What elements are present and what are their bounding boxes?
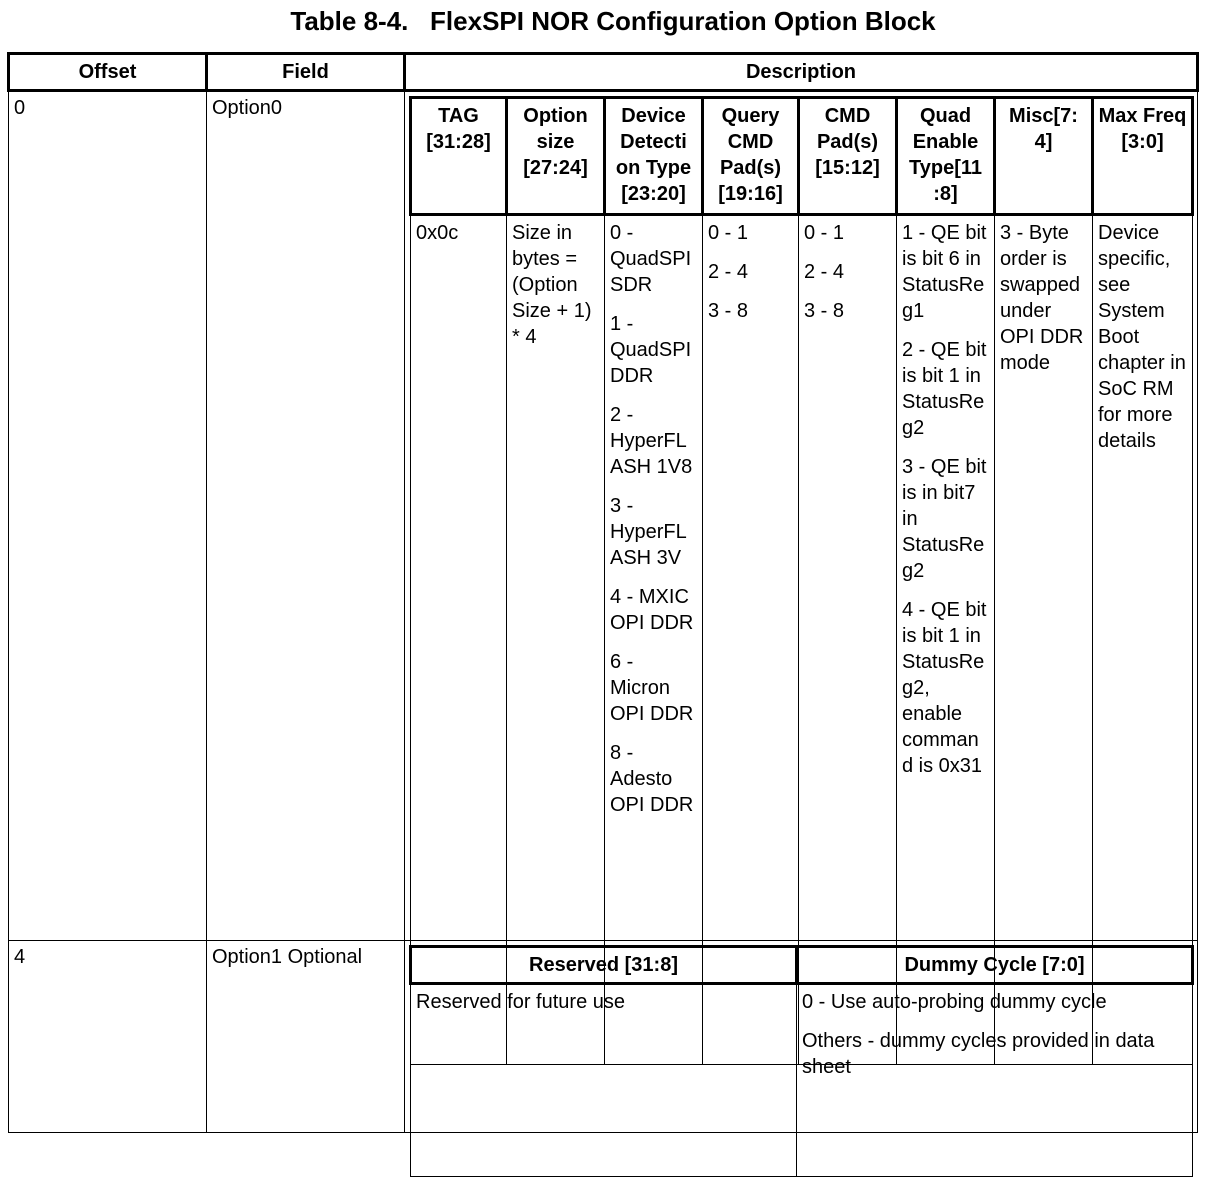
cell-text: 3 - 8 <box>804 300 845 322</box>
description-cell <box>405 91 1198 941</box>
option-block-table <box>7 52 1199 1133</box>
header-row <box>9 54 1198 91</box>
option-size-cell <box>507 215 605 1065</box>
cell-text: 4 - QE bit is bit 1 in StatusRe g2, enable comman d is 0x31 <box>902 599 987 777</box>
quad-enable-cell <box>897 215 995 1065</box>
cell-text: 6 - Micron OPI DDR <box>610 651 694 725</box>
cell-text: Others - dummy cycles provided in data sheet <box>802 1030 1155 1078</box>
table-row <box>9 91 1198 941</box>
offset-cell: 4 <box>9 941 207 1133</box>
cell-text: Size in bytes = (Option Size + 1) * 4 <box>512 222 592 348</box>
cell-text: 1 - QE bit is bit 6 in StatusRe g1 <box>902 222 987 322</box>
header-misc: Misc[7: 4] <box>995 98 1093 215</box>
cell-text: 2 - QE bit is bit 1 in StatusRe g2 <box>902 339 987 439</box>
header-description: Description <box>405 54 1198 91</box>
header-offset: Offset <box>9 54 207 91</box>
header-cmd-pads: CMD Pad(s) [15:12] <box>799 98 897 215</box>
cell-text: 2 - 4 <box>804 261 845 283</box>
header-query-cmd-pads: Query CMD Pad(s) [19:16] <box>703 98 799 215</box>
cell-text: 0 - 1 <box>804 222 845 244</box>
cell-text: 4 - MXIC OPI DDR <box>610 586 694 634</box>
misc-cell <box>995 215 1093 1065</box>
cell-text: 3 - HyperFL ASH 3V <box>610 495 686 569</box>
option0-header-row <box>411 98 1193 215</box>
header-option-size: Option size [27:24] <box>507 98 605 215</box>
cell-text: 0 - 1 <box>708 222 749 244</box>
header-field: Field <box>207 54 405 91</box>
cell-text: 0x0c <box>416 222 459 244</box>
cell-text: 2 - HyperFL ASH 1V8 <box>610 404 693 478</box>
header-max-freq: Max Freq [3:0] <box>1093 98 1193 215</box>
header-dummy-cycle: Dummy Cycle [7:0] <box>797 947 1193 984</box>
cell-text: 8 - Adesto OPI DDR <box>610 742 694 816</box>
option0-value-row <box>411 215 1193 1065</box>
cell-text: 3 - Byte order is swapped under OPI DDR mode <box>1000 222 1084 374</box>
reserved-cell <box>411 984 797 1177</box>
option1-header-row <box>411 947 1193 984</box>
table-row <box>9 941 1198 1133</box>
header-reserved: Reserved [31:8] <box>411 947 797 984</box>
header-tag: TAG [31:28] <box>411 98 507 215</box>
option1-value-row <box>411 984 1193 1177</box>
tag-cell <box>411 215 507 1065</box>
header-device-detection-type: Device Detecti on Type [23:20] <box>605 98 703 215</box>
table-title: Table 8-4. FlexSPI NOR Configuration Option Block <box>290 6 936 36</box>
field-cell: Option0 <box>207 91 405 941</box>
cmd-pads-cell <box>799 215 897 1065</box>
query-cmd-pads-cell <box>703 215 799 1065</box>
cell-text: 0 - Use auto-probing dummy cycle <box>802 991 1107 1013</box>
field-cell: Option1 Optional <box>207 941 405 1133</box>
description-cell <box>405 941 1198 1133</box>
cell-text: 1 - QuadSPI DDR <box>610 313 692 387</box>
dummy-cycle-cell <box>797 984 1193 1177</box>
cell-text: 3 - 8 <box>708 300 749 322</box>
option1-bitfield-table <box>409 945 1194 1177</box>
offset-cell: 0 <box>9 91 207 941</box>
cell-text: 2 - 4 <box>708 261 749 283</box>
header-quad-enable-type: Quad Enable Type[11 :8] <box>897 98 995 215</box>
cell-text: 0 - QuadSPI SDR <box>610 222 692 296</box>
option0-bitfield-table <box>409 96 1194 1065</box>
device-detection-cell <box>605 215 703 1065</box>
max-freq-cell <box>1093 215 1193 1065</box>
cell-text: Reserved for future use <box>416 991 625 1013</box>
cell-text: 3 - QE bit is in bit7 in StatusRe g2 <box>902 456 987 582</box>
cell-text: Device specific, see System Boot chapter in SoC RM for more details <box>1098 222 1186 452</box>
